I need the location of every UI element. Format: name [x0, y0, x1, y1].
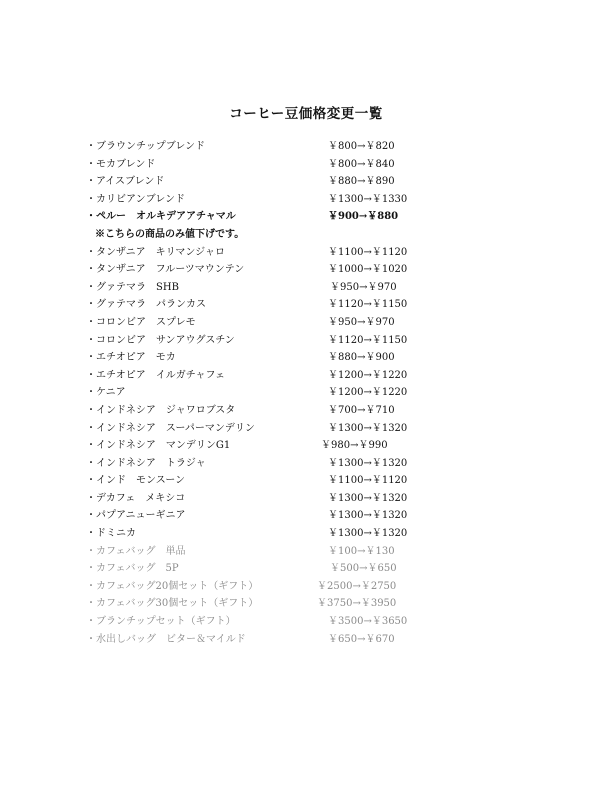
- item-price: ￥1300→￥1320: [328, 492, 408, 504]
- item-price: ￥1200→￥1220: [328, 387, 408, 399]
- item-price: ￥1000→￥1020: [328, 264, 408, 276]
- item-name: ・カリビアンブレンド: [86, 193, 185, 205]
- list-item: [0, 156, 612, 174]
- page-title: コーヒー豆価格変更一覧: [229, 106, 383, 122]
- item-price: ￥880→￥890: [328, 176, 395, 188]
- item-name: ・ブランチップセット（ギフト）: [86, 616, 236, 628]
- item-name: ・インドネシア マンデリンG1: [86, 440, 231, 452]
- list-item: [0, 472, 612, 490]
- item-price: ￥800→￥840: [328, 158, 395, 170]
- item-price: ￥1120→￥1150: [328, 299, 408, 311]
- item-price: ￥2500→￥2750: [317, 580, 397, 592]
- item-name: ・インドネシア スーパーマンデリン: [86, 422, 255, 434]
- list-item: [0, 332, 612, 350]
- list-item-muted: [0, 631, 612, 649]
- list-item: [0, 384, 612, 402]
- item-name: ・コロンビア スプレモ: [86, 316, 196, 328]
- list-item: [0, 279, 612, 297]
- item-name: ・ドミニカ: [86, 528, 136, 540]
- item-name: ・カフェバッグ 5P: [86, 563, 179, 575]
- list-item: [0, 420, 612, 438]
- list-item: [0, 173, 612, 191]
- item-name: ・デカフェ メキシコ: [86, 492, 186, 504]
- item-name: ・エチオピア モカ: [86, 352, 176, 364]
- list-item: [0, 138, 612, 156]
- list-item: [0, 367, 612, 385]
- item-price: ￥900→￥880: [328, 211, 399, 223]
- item-name: ・タンザニア キリマンジャロ: [86, 246, 225, 258]
- item-name: ・グァテマラ パランカス: [86, 299, 206, 311]
- item-price: ￥880→￥900: [328, 352, 395, 364]
- list-item: [0, 455, 612, 473]
- list-item: [0, 402, 612, 420]
- item-name: ・インドネシア ジャワロブスタ: [86, 404, 236, 416]
- item-name: ・インドネシア トラジャ: [86, 457, 206, 469]
- item-name: ・カフェバッグ 単品: [86, 545, 186, 557]
- item-price: ￥1300→￥1320: [328, 422, 408, 434]
- list-item-muted: [0, 613, 612, 631]
- price-change-list: [0, 138, 612, 648]
- item-price: ￥1300→￥1320: [328, 510, 408, 522]
- item-name: ・インド モンスーン: [86, 475, 185, 487]
- item-name: ・グァテマラ SHB: [86, 281, 179, 293]
- item-price: ￥3500→￥3650: [328, 616, 408, 628]
- item-name: ・アイスブレンド: [86, 176, 165, 188]
- item-price: ￥1300→￥1330: [328, 193, 408, 205]
- item-price: ￥500→￥650: [330, 563, 397, 575]
- item-name: ・ケニア: [86, 387, 126, 399]
- item-price: ￥950→￥970: [330, 281, 397, 293]
- list-item: [0, 525, 612, 543]
- list-item-muted: [0, 578, 612, 596]
- list-item: [0, 490, 612, 508]
- list-item: [0, 191, 612, 209]
- list-item-muted: [0, 543, 612, 561]
- item-price: ￥1100→￥1120: [328, 246, 408, 258]
- list-item: [0, 507, 612, 525]
- list-item-muted: [0, 595, 612, 613]
- item-price: ￥1100→￥1120: [328, 475, 408, 487]
- item-price: ￥100→￥130: [328, 545, 395, 557]
- item-price: ￥950→￥970: [328, 316, 395, 328]
- item-name: ・コロンビア サンアウグスチン: [86, 334, 235, 346]
- item-name: ・タンザニア フルーツマウンテン: [86, 264, 245, 276]
- item-price: ￥700→￥710: [328, 404, 395, 416]
- price-reduction-note: ※こちらの商品のみ値下げです。: [95, 228, 245, 240]
- list-item-highlighted: [0, 208, 612, 226]
- item-price: ￥1300→￥1320: [328, 457, 408, 469]
- item-name: ・ペルー オルキデアアチャマル: [86, 211, 236, 223]
- item-price: ￥980→￥990: [321, 440, 388, 452]
- list-item: [0, 244, 612, 262]
- item-price: ￥650→￥670: [328, 633, 395, 645]
- item-price: ￥1120→￥1150: [328, 334, 408, 346]
- item-price: ￥1200→￥1220: [328, 369, 408, 381]
- list-item: [0, 437, 612, 455]
- item-name: ・モカブレンド: [86, 158, 156, 170]
- list-item: [0, 314, 612, 332]
- list-item-muted: [0, 560, 612, 578]
- item-name: ・カフェバッグ30個セット（ギフト）: [86, 598, 259, 610]
- item-name: ・ブラウンチップブレンド: [86, 141, 206, 152]
- item-price: ￥1300→￥1320: [328, 528, 408, 540]
- list-item: [0, 296, 612, 314]
- list-item: [0, 261, 612, 279]
- item-price: ￥3750→￥3950: [317, 598, 397, 610]
- item-name: ・カフェバッグ20個セット（ギフト）: [86, 580, 259, 592]
- item-price: ￥800→￥820: [328, 141, 395, 152]
- list-item: [0, 349, 612, 367]
- item-name: ・エチオピア イルガチャフェ: [86, 369, 225, 381]
- item-name: ・パプアニューギニア: [86, 510, 186, 522]
- item-name: ・水出しバッグ ビター＆マイルド: [86, 633, 246, 645]
